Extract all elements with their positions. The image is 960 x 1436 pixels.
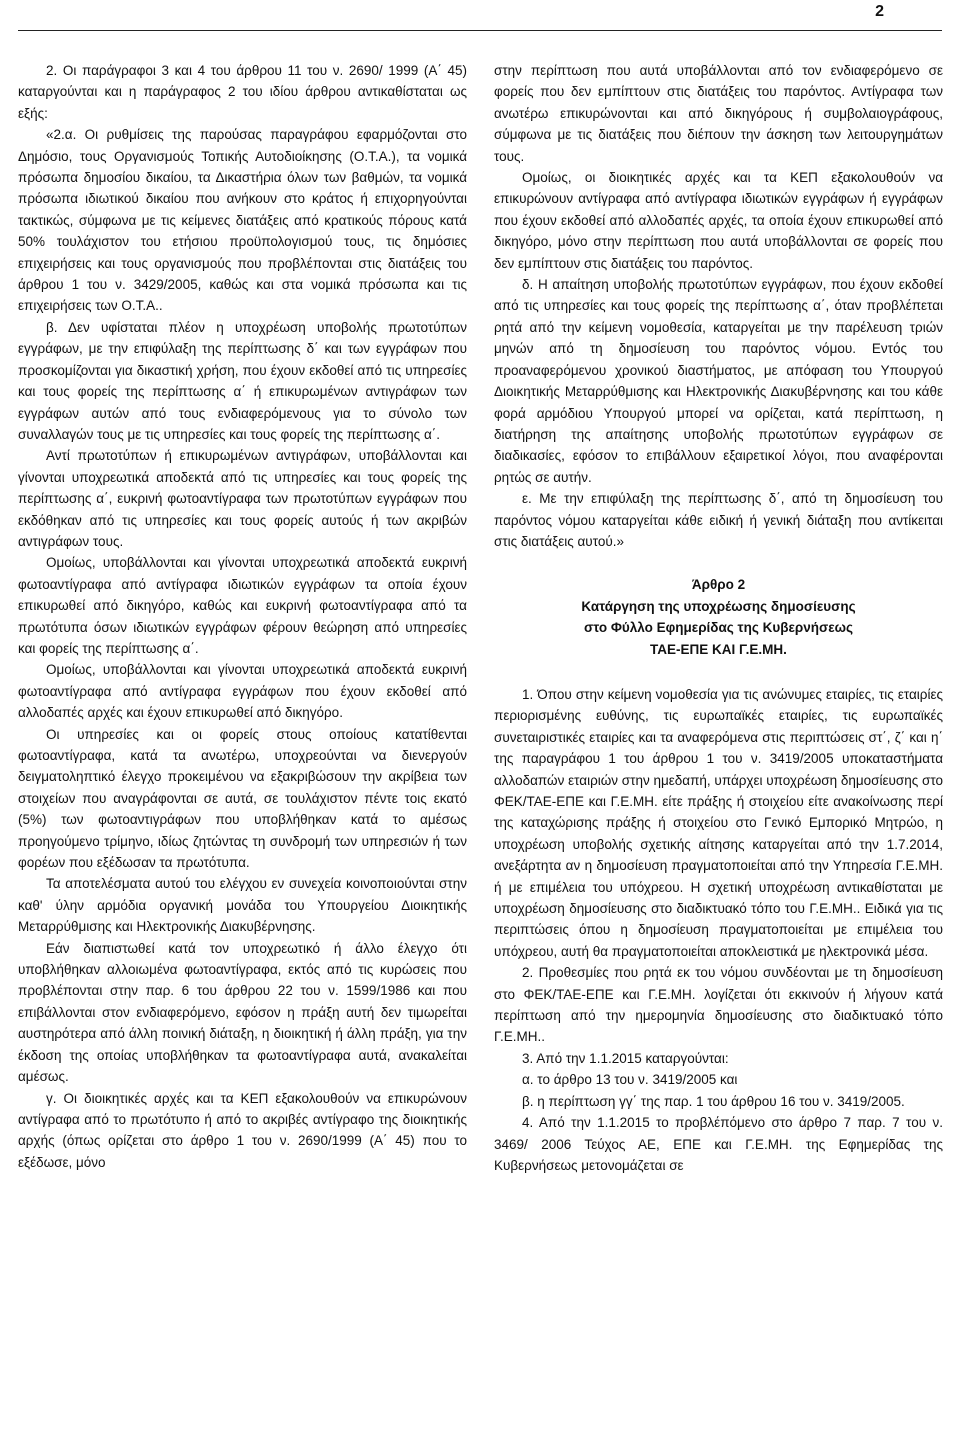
article-title-line: Κατάργηση της υποχρέωσης δημοσίευσης	[581, 598, 856, 614]
paragraph: Τα αποτελέσματα αυτού του ελέγχου εν συνεχεία κοινοποιούνται στην καθ' ύλην αρμόδια οργανική μονάδα του Υπουργείου Διοικητικής Μεταρρύθμισης και Ηλεκτρονικής Διακυβέρνησης.	[18, 876, 467, 935]
right-column	[494, 60, 943, 1176]
paragraph: α. το άρθρο 13 του ν. 3419/2005 και	[522, 1072, 738, 1088]
article-title-line: στο Φύλλο Εφημερίδας της Κυβερνήσεως	[583, 620, 854, 636]
paragraph: Ομοίως, υποβάλλονται και γίνονται υποχρεωτικά αποδεκτά ευκρινή φωτοαντίγραφα από αντίγραφα ιδιωτικών εγγράφων τα οποία έχουν επικυρωθεί από δικηγόρο, καθώς και ευκρινή φωτοαντίγραφα από τα πρωτότυπα όσων ιδιωτικών εγγράφων φέρουν θεώρηση από υπηρεσίες και φορείς της περίπτωσης α΄.	[18, 555, 467, 656]
header-rule	[18, 30, 942, 31]
paragraph: 2. Οι παράγραφοι 3 και 4 του άρθρου 11 του ν. 2690/ 1999 (Α΄ 45) καταργούνται και η παράγραφος 2 του ιδίου άρθρου αντικαθίσταται ως εξής:	[18, 63, 467, 121]
paragraph: β. Δεν υφίσταται πλέον η υποχρέωση υποβολής πρωτοτύπων εγγράφων, με την επιφύλαξη της περίπτωσης δ΄ και των εγγράφων που προσκομίζονται για δικαστική χρήση, που έχουν εκδοθεί από τις υπηρεσίες και τους φορείς της περίπτωσης α΄ ή επικυρωμένων αντιγράφων των εγγράφων αυτών από τους ενδιαφερόμενους για το σύνολο των συναλλαγών τους με τις υπηρεσίες και τους φορείς της περίπτωσης α΄.	[18, 319, 467, 442]
paragraph: β. η περίπτωση γγ΄ της παρ. 1 του άρθρου 16 του ν. 3419/2005.	[522, 1093, 905, 1109]
paragraph: γ. Οι διοικητικές αρχές και τα ΚΕΠ εξακολουθούν να επικυρώνουν αντίγραφα από το πρωτότυπο ή από το ακριβές αντίγραφο της διοικητικής αρχής (όπως ορίζεται στο άρθρο 1 του ν. 2690/1999 (Α΄ 45) που το εξέδωσε, μόνο	[18, 1090, 467, 1170]
paragraph: 4. Από την 1.1.2015 το προβλέπόμενο στο άρθρο 7 παρ. 7 του ν. 3469/ 2006 Τεύχος ΑΕ, ΕΠΕ και Γ.Ε.ΜΗ. της Εφημερίδας της Κυβερνήσεως μετονομάζεται σε	[494, 1115, 943, 1173]
paragraph: ε. Με την επιφύλαξη της περίπτωσης δ΄, από τη δημοσίευση του παρόντος νόμου καταργείται κάθε ειδική ή γενική διάταξη που αντίκειται στις διατάξεις αυτού.»	[494, 491, 943, 549]
paragraph: Αντί πρωτοτύπων ή επικυρωμένων αντιγράφων, υποβάλλονται και γίνονται υποχρεωτικά αποδεκτά από τις υπηρεσίες και τους φορείς της περίπτωσης α΄, ευκρινή φωτοαντίγραφα των πρωτοτύπων εγγράφων που εκδόθηκαν από τις υπηρεσίες και τους φορείς αυτούς ή των ακριβών αντιγράφων τους.	[18, 448, 467, 549]
article-title-line: ΤΑΕ-ΕΠΕ ΚΑΙ Γ.Ε.ΜΗ.	[650, 641, 787, 657]
paragraph: Ομοίως, οι διοικητικές αρχές και τα ΚΕΠ εξακολουθούν να επικυρώνουν αντίγραφα από αντίγραφα ιδιωτικών εγγράφων ή εγγράφων που έχουν εκδοθεί από αλλοδαπές αρχές, τα οποία έχουν επικυρωθεί από δικηγόρο, μόνο στην περίπτωση που αυτά υποβάλλονται σε φορείς που δεν εμπίπτουν στις διατάξεις του παρόντος.	[494, 170, 943, 271]
page-number: 2	[875, 3, 884, 20]
paragraph: Οι υπηρεσίες και οι φορείς στους οποίους κατατίθενται φωτοαντίγραφα, κατά τα ανωτέρω, υποχρεούνται να διενεργούν δειγματοληπτικό έλεγχο προκειμένου να εξακριβώσουν την ακρίβεια των στοιχείων που αναγράφονται σε αυτά, σε τουλάχιστον πέντε τοις εκατό (5%) των φωτοαντιγράφων που υποβλήθηκαν κατά το αμέσως προηγούμενο τρίμηνο, ιδίως ζητώντας τη συνδρομή των υπηρεσιών ή των φορέων που εξέδωσαν τα πρωτότυπα.	[18, 726, 467, 871]
paragraph: Ομοίως, υποβάλλονται και γίνονται υποχρεωτικά αποδεκτά ευκρινή φωτοαντίγραφα από αντίγραφα εγγράφων που έχουν εκδοθεί από αλλοδαπές αρχές και έχουν επικυρωθεί από δικηγόρο.	[18, 662, 467, 721]
paragraph: δ. Η απαίτηση υποβολής πρωτοτύπων εγγράφων, που έχουν εκδοθεί από τις υπηρεσίες και τους φορείς της περίπτωσης α΄, όταν προβλέπεται ρητά από την κείμενη νομοθεσία, καταργείται με την παρέλευση τριών μηνών από τη δημοσίευση του παρόντος νόμου. Εντός του προαναφερόμενου χρονικού διαστήματος, με απόφαση του Υπουργού Διοικητικής Μεταρρύθμισης και Ηλεκτρονικής Διακυβέρνησης και του κάθε φορά αρμόδιου Υπουργού μπορεί να ορίζεται, κατά περίπτωση, η διατήρηση της απαίτησης υποβολής πρωτοτύπων εγγράφων σε διαδικασίες, εφόσον το επιβάλλουν εξαιρετικοί λόγοι, που αναφέρονται ρητώς σε αυτήν.	[494, 277, 943, 485]
paragraph: στην περίπτωση που αυτά υποβάλλονται από τον ενδιαφερόμενο σε φορείς που δεν εμπίπτουν στις διατάξεις του παρόντος. Αντίγραφα των ανωτέρω επικυρώνονται και από δικηγόρους ή συμβολαιογράφους, σύμφωνα με τις διατάξεις που διέπουν την άσκηση των λειτουργημάτων τους.	[494, 63, 943, 164]
paragraph: «2.α. Οι ρυθμίσεις της παρούσας παραγράφου εφαρμόζονται στο Δημόσιο, τους Οργανισμούς Τοπικής Αυτοδιοίκησης (Ο.Τ.Α.), τα νομικά πρόσωπα δημοσίου δικαίου, τα Δικαστήρια όλων των βαθμών, τα νομικά πρόσωπα ιδιωτικού δικαίου που ανήκουν στο κράτος ή επιχορηγούνται τακτικώς, σύμφωνα με τις κείμενες διατάξεις από κρατικούς πόρους κατά 50% τουλάχιστον του ετήσιου προϋπολογισμού τους, τις δημόσιες επιχειρήσεις και τους οργανισμούς που προβλέπονται στις διατάξεις του άρθρου 1 του ν. 3429/2005, καθώς και στα νομικά πρόσωπα και τις επιχειρήσεις των Ο.Τ.Α..	[18, 127, 467, 314]
article-heading: Άρθρο 2	[691, 577, 746, 593]
left-column	[18, 60, 467, 1173]
paragraph: 2. Προθεσμίες που ρητά εκ του νόμου συνδέονται με τη δημοσίευση στο ΦΕΚ/ΤΑΕ-ΕΠΕ και Γ.Ε.ΜΗ. λογίζεται ότι εκκινούν ή λήγουν κατά περίπτωση από την ημερομηνία δημοσίευσης στο διαδικτυακό τόπο Γ.Ε.ΜΗ..	[494, 965, 943, 1045]
paragraph: Εάν διαπιστωθεί κατά τον υποχρεωτικό ή άλλο έλεγχο ότι υποβλήθηκαν αλλοιωμένα φωτοαντίγραφα, εκτός από τις κυρώσεις που προβλέπονται στην παρ. 6 του άρθρου 22 του ν. 1599/1986 και που επιβάλλονται στον ενδιαφερόμενο, εφόσον η πράξη αυτή δεν τιμωρείται αυστηρότερα από άλλη ποινική διάταξη, η διοικητική ή άλλη πράξη, για την έκδοση της οποίας υποβλήθηκαν τα φωτοαντίγραφα αυτά, ανακαλείται αμέσως.	[18, 940, 467, 1085]
paragraph: 1. Όπου στην κείμενη νομοθεσία για τις ανώνυμες εταιρίες, τις εταιρίες περιορισμένης ευθύνης, τις ευρωπαϊκές εταιρίες, τις ευρωπαϊκές συνεταιριστικές εταιρίες και τα αναφερόμενα στις περιπτώσεις στ΄, ζ΄ και η΄ της παραγράφου 1 του άρθρου 1 του ν. 3419/2005 υποκαταστήματα αλλοδαπών εταιριών στην ημεδαπή, υπάρχει υποχρέωση δημοσίευσης στο ΦΕΚ/ΤΑΕ-ΕΠΕ και Γ.Ε.ΜΗ. είτε πράξης ή στοιχείου είτε ανακοίνωσης περί της καταχώρισης πράξης ή στοιχείου στο Γενικό Εμπορικό Μητρώο, η υποχρέωση υποβολής σχετικής αίτησης καταργείται από την 1.7.2014, ανεξάρτητα αν η δημοσίευση πραγματοποιείται από την Υπηρεσία Γ.Ε.ΜΗ. ή με επιμέλεια του υπόχρεου. Η σχετική υποχρέωση αντικαθίσταται με υποχρέωση δημοσίευσης στο διαδικτυακό τόπο του Γ.Ε.ΜΗ.. Ειδικά για τις περιπτώσεις όπου η δημοσίευση πραγματοποιείται με επιμέλεια του υπόχρεου, αυτή θα πραγματοποιείται αποκλειστικά με ηλεκτρονικά μέσα.	[494, 686, 943, 959]
paragraph: 3. Από την 1.1.2015 καταργούνται:	[522, 1050, 729, 1066]
article-header	[494, 574, 943, 660]
